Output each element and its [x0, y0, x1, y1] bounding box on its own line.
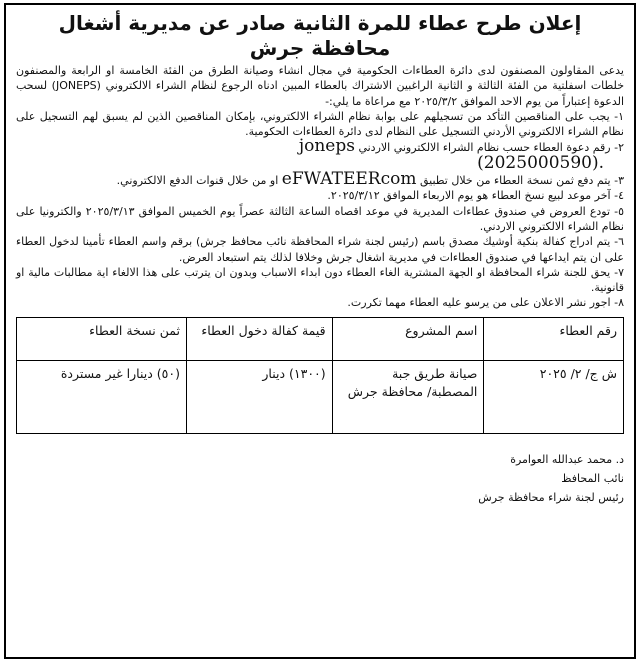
tender-table — [16, 317, 624, 434]
table-row — [17, 360, 624, 433]
joneps-label: joneps — [298, 136, 355, 157]
header-tender-number: رقم العطاء — [484, 317, 624, 360]
condition-5: ٥- تودع العروض في صندوق عطاءات المديرية في موعد اقصاه الساعة الثالثة عصراً يوم الخميس الموافق ٢٠٢٥/٣/١٣ والكترونيا على نظام الشراء الالكتروني الاردني. — [16, 204, 624, 233]
tender-invitation-number: (2025000590). — [477, 152, 604, 173]
cell-tender-number: ش ج/ ٢/ ٢٠٢٥ — [484, 360, 624, 433]
notice-title: إعلان طرح عطاء للمرة الثانية صادر عن مديرية أشغال محافظة جرش — [58, 11, 582, 60]
signatory-role: نائب المحافظ — [561, 471, 624, 485]
condition-2-text: ٢- رقم دعوة العطاء حسب نظام الشراء الالكتروني الاردني — [358, 141, 624, 155]
condition-3-after: او من خلال قنوات الدفع الالكتروني. — [116, 174, 279, 188]
signatory-name: د. محمد عبدالله العوامرة — [510, 452, 624, 466]
header-bid-bond-value: قيمة كفالة دخول العطاء — [186, 317, 332, 360]
efawateer-label: eFWATEERcom — [281, 169, 417, 190]
cell-project-name: صيانة طريق جبة المصطبة/ محافظة جرش — [332, 360, 484, 433]
header-copy-price: ثمن نسخة العطاء — [17, 317, 187, 360]
condition-6: ٦- يتم ادراج كفالة بنكية أوشيك مصدق باسم (رئيس لجنة شراء المحافظة نائب محافظ جرش) برقم واسم العطاء تأمينا لدخول العطاء على ان يتم ايداعها في صندوق العطاءات في مديرية اشغال جرش وخلافا لذلك يتم استبعاد العرض. — [16, 235, 624, 264]
condition-4: ٤- آخر موعد لبيع نسخ العطاء هو يوم الاربعاء الموافق ٢٠٢٥/٣/١٢. — [327, 189, 624, 203]
condition-3 — [16, 169, 624, 190]
signatory-committee: رئيس لجنة شراء محافظة جرش — [478, 490, 624, 504]
condition-8: ٨- اجور نشر الاعلان على من يرسو عليه العطاء مهما تكررت. — [347, 296, 624, 310]
cell-bid-bond-value: (١٣٠٠) دينار — [186, 360, 332, 433]
table-header-row — [17, 317, 624, 360]
condition-3-before: ٣- يتم دفع ثمن نسخة العطاء من خلال تطبيق — [419, 174, 624, 188]
intro-paragraph: يدعى المقاولون المصنفون لدى دائرة العطاءات الحكومية في مجال انشاء وصيانة الطرق من الفئة الخامسة او الرابعة والمصنفون خلطات اسفلتية من الفئة الثالثة و الثانية الراغبين الاشتراك بالعطاء المبين ادناه الرجوع لنظام الشراء الالكتروني (JONEPS) لسحب الدعوة إعتباراً من يوم الاحد الموافق ٢٠٢٥/٣/٢ مع مراعاة ما يلي:- — [16, 64, 624, 108]
condition-1: ١- يجب على المناقصين التأكد من تسجيلهم على بوابة نظام الشراء الالكتروني، بإمكان المناقصين الذين لم يسبق لهم التسجيل على نظام الشراء الالكتروني الأردني التسجيل على النظام لدى دائرة العطاءات الحكومية. — [16, 109, 624, 139]
condition-7: ٧- يحق للجنة شراء المحافظة او الجهة المشترية الغاء العطاء دون ابداء الاسباب وبدون ان يترتب على هذا الالغاء اية مطالبات مالية او قانونية. — [16, 265, 624, 295]
tender-notice — [4, 3, 636, 659]
header-project-name: اسم المشروع — [332, 317, 484, 360]
cell-copy-price: (٥٠) دينارا غير مستردة — [17, 360, 187, 433]
signature-block — [16, 450, 624, 507]
